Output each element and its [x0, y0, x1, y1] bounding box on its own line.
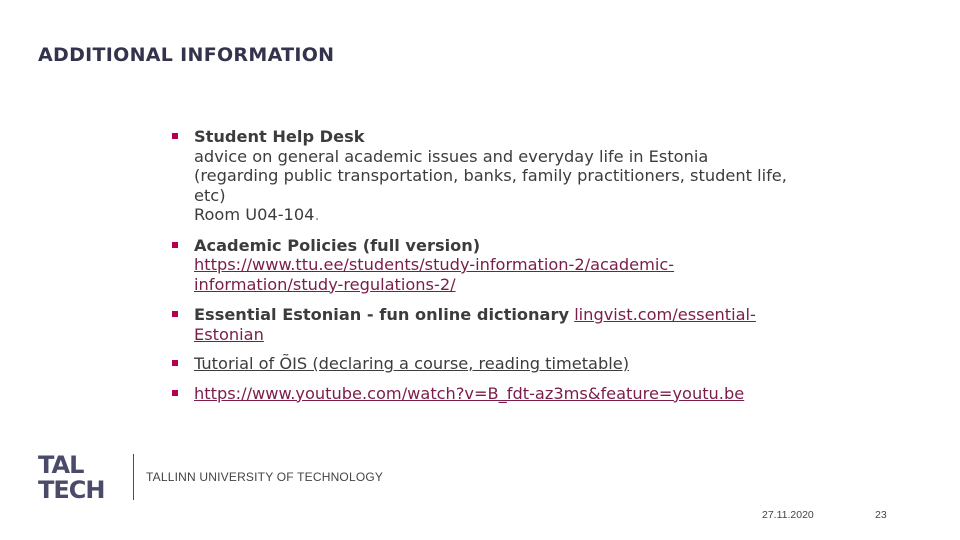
slide-title: ADDITIONAL INFORMATION [38, 44, 335, 66]
bullet-marker [172, 311, 178, 317]
room-line [194, 205, 860, 225]
bullet-text-line: etc) [194, 185, 226, 205]
logo-divider [133, 454, 134, 500]
link-part: Estonian [194, 324, 264, 344]
page-number: 23 [875, 509, 887, 521]
bullet-essential-estonian [170, 305, 860, 344]
bullet-list [170, 127, 860, 403]
bullet-text-line: advice on general academic issues and everyday life in Estonia [194, 146, 709, 166]
bullet-heading: Essential Estonian - fun online dictionary [194, 305, 570, 324]
slide-date: 27.11.2020 [762, 509, 814, 521]
bullet-text-line: (regarding public transportation, banks, family practitioners, student life, [194, 166, 787, 185]
link-line: information/study-regulations-2/ [194, 274, 456, 294]
bullet-heading: Student Help Desk [194, 127, 365, 146]
taltech-logo [38, 452, 122, 500]
bullet-heading: Academic Policies (full version) [194, 235, 481, 255]
room-text: Room U04-104 [194, 205, 315, 224]
bullet-academic-policies [170, 236, 860, 295]
link-line: https://www.ttu.ee/students/study-information-2/academic- [194, 255, 675, 274]
academic-policies-link[interactable] [194, 255, 860, 294]
trailing-dot: . [314, 205, 320, 224]
bullet-marker [172, 360, 178, 366]
bullet-marker [172, 242, 178, 248]
logo-text-tech: TECH [38, 476, 105, 500]
link-part: lingvist.com/essential- [574, 305, 756, 324]
bullet-youtube [170, 384, 860, 404]
bullet-marker [172, 390, 178, 396]
bullet-marker [172, 133, 178, 139]
ois-tutorial-link[interactable]: Tutorial of ÕIS (declaring a course, reading timetable) [194, 354, 630, 373]
bullet-student-help-desk [170, 127, 860, 225]
youtube-link[interactable]: https://www.youtube.com/watch?v=B_fdt-az3ms&feature=youtu.be [194, 383, 745, 403]
logo-text-tal: TAL [38, 452, 84, 479]
bullet-ois-tutorial [170, 354, 860, 374]
university-name: TALLINN UNIVERSITY OF TECHNOLOGY [146, 470, 384, 484]
